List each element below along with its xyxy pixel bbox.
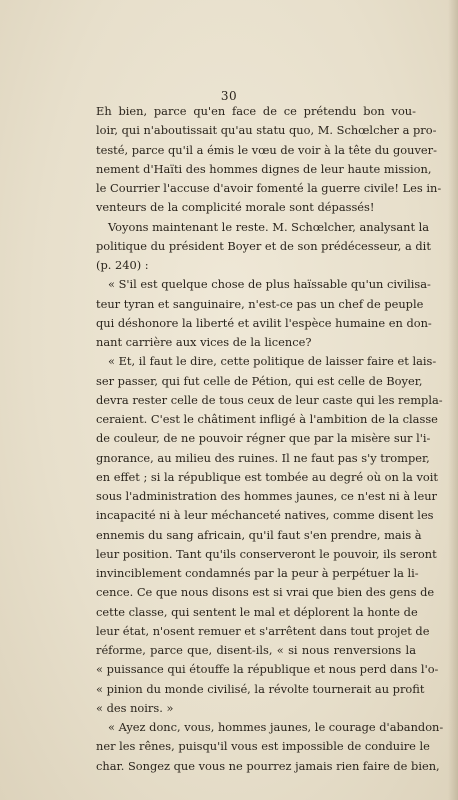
text-line: char. Songez que vous ne pourrez jamais rien faire de bien,	[96, 758, 440, 773]
text-line: loir, qui n'aboutissait qu'au statu quo, M. Schœlcher a pro-	[96, 123, 437, 138]
text-line: politique du président Boyer et de son prédécesseur, a dit	[96, 238, 431, 253]
text-line: « puissance qui étouffe la république et nous perd dans l'o-	[96, 662, 439, 677]
text-line: « Et, il faut le dire, cette politique de laisser faire et lais-	[108, 354, 437, 369]
text-line: ennemis du sang africain, qu'il faut s'en prendre, mais à	[96, 527, 422, 542]
text-line: qui déshonore la liberté et avilit l'espèce humaine en don-	[96, 315, 432, 330]
page-edge-shadow	[448, 0, 458, 800]
text-line: nant carrière aux vices de la licence?	[96, 335, 312, 349]
text-line: leur position. Tant qu'ils conserveront le pouvoir, ils seront	[96, 546, 437, 561]
text-line: teur tyran et sanguinaire, n'est-ce pas un chef de peuple	[96, 296, 424, 311]
text-line: nement d'Haïti des hommes dignes de leur haute mission,	[96, 161, 432, 176]
text-line: (p. 240) :	[96, 258, 149, 272]
text-line: devra rester celle de tous ceux de leur caste qui les rempla-	[96, 392, 443, 407]
text-line: réforme, parce que, disent-ils, « si nous renversions la	[96, 643, 416, 657]
text-line: Voyons maintenant le reste. M. Schœlcher, analysant la	[108, 219, 430, 234]
text-line: ser passer, qui fut celle de Pétion, qui est celle de Boyer,	[96, 373, 423, 388]
page-number: 30	[220, 89, 238, 103]
text-line: cette classe, qui sentent le mal et déplorent la honte de	[96, 604, 418, 619]
text-line: gnorance, au milieu des ruines. Il ne faut pas s'y tromper,	[96, 450, 430, 465]
text-line: « S'il est quelque chose de plus haïssable qu'un civilisa-	[108, 277, 431, 292]
text-line: leur état, n'osent remuer et s'arrêtent dans tout projet de	[96, 623, 430, 638]
text-line: « pinion du monde civilisé, la révolte tournerait au profit	[96, 681, 425, 696]
text-line: « Ayez donc, vous, hommes jaunes, le courage d'abandon-	[108, 720, 444, 734]
text-line: « des noirs. »	[96, 700, 174, 715]
text-line: sous l'administration des hommes jaunes, ce n'est ni à leur	[96, 489, 437, 503]
text-line: de couleur, de ne pouvoir régner que par la misère sur l'i-	[96, 431, 431, 446]
text-line: venteurs de la complicité morale sont dépassés!	[96, 200, 375, 215]
body-text	[96, 102, 444, 776]
text-line: ceraient. C'est le châtiment infligé à l'ambition de la classe	[96, 412, 438, 426]
text-line: ner les rênes, puisqu'il vous est impossible de conduire le	[96, 739, 430, 754]
text-line: le Courrier l'accuse d'avoir fomenté la guerre civile! Les in-	[96, 181, 442, 195]
text-line: en effet ; si la république est tombée au degré où on la voit	[96, 469, 438, 484]
text-line: testé, parce qu'il a émis le vœu de voir à la tête du gouver-	[96, 142, 437, 157]
text-line: invinciblement condamnés par la peur à perpétuer la li-	[96, 566, 419, 580]
text-line: incapacité ni à leur méchanceté natives, comme disent les	[96, 508, 434, 523]
text-line: Eh bien, parce qu'en face de ce prétendu bon vou-	[96, 104, 416, 118]
text-line: cence. Ce que nous disons est si vrai que bien des gens de	[96, 585, 435, 600]
